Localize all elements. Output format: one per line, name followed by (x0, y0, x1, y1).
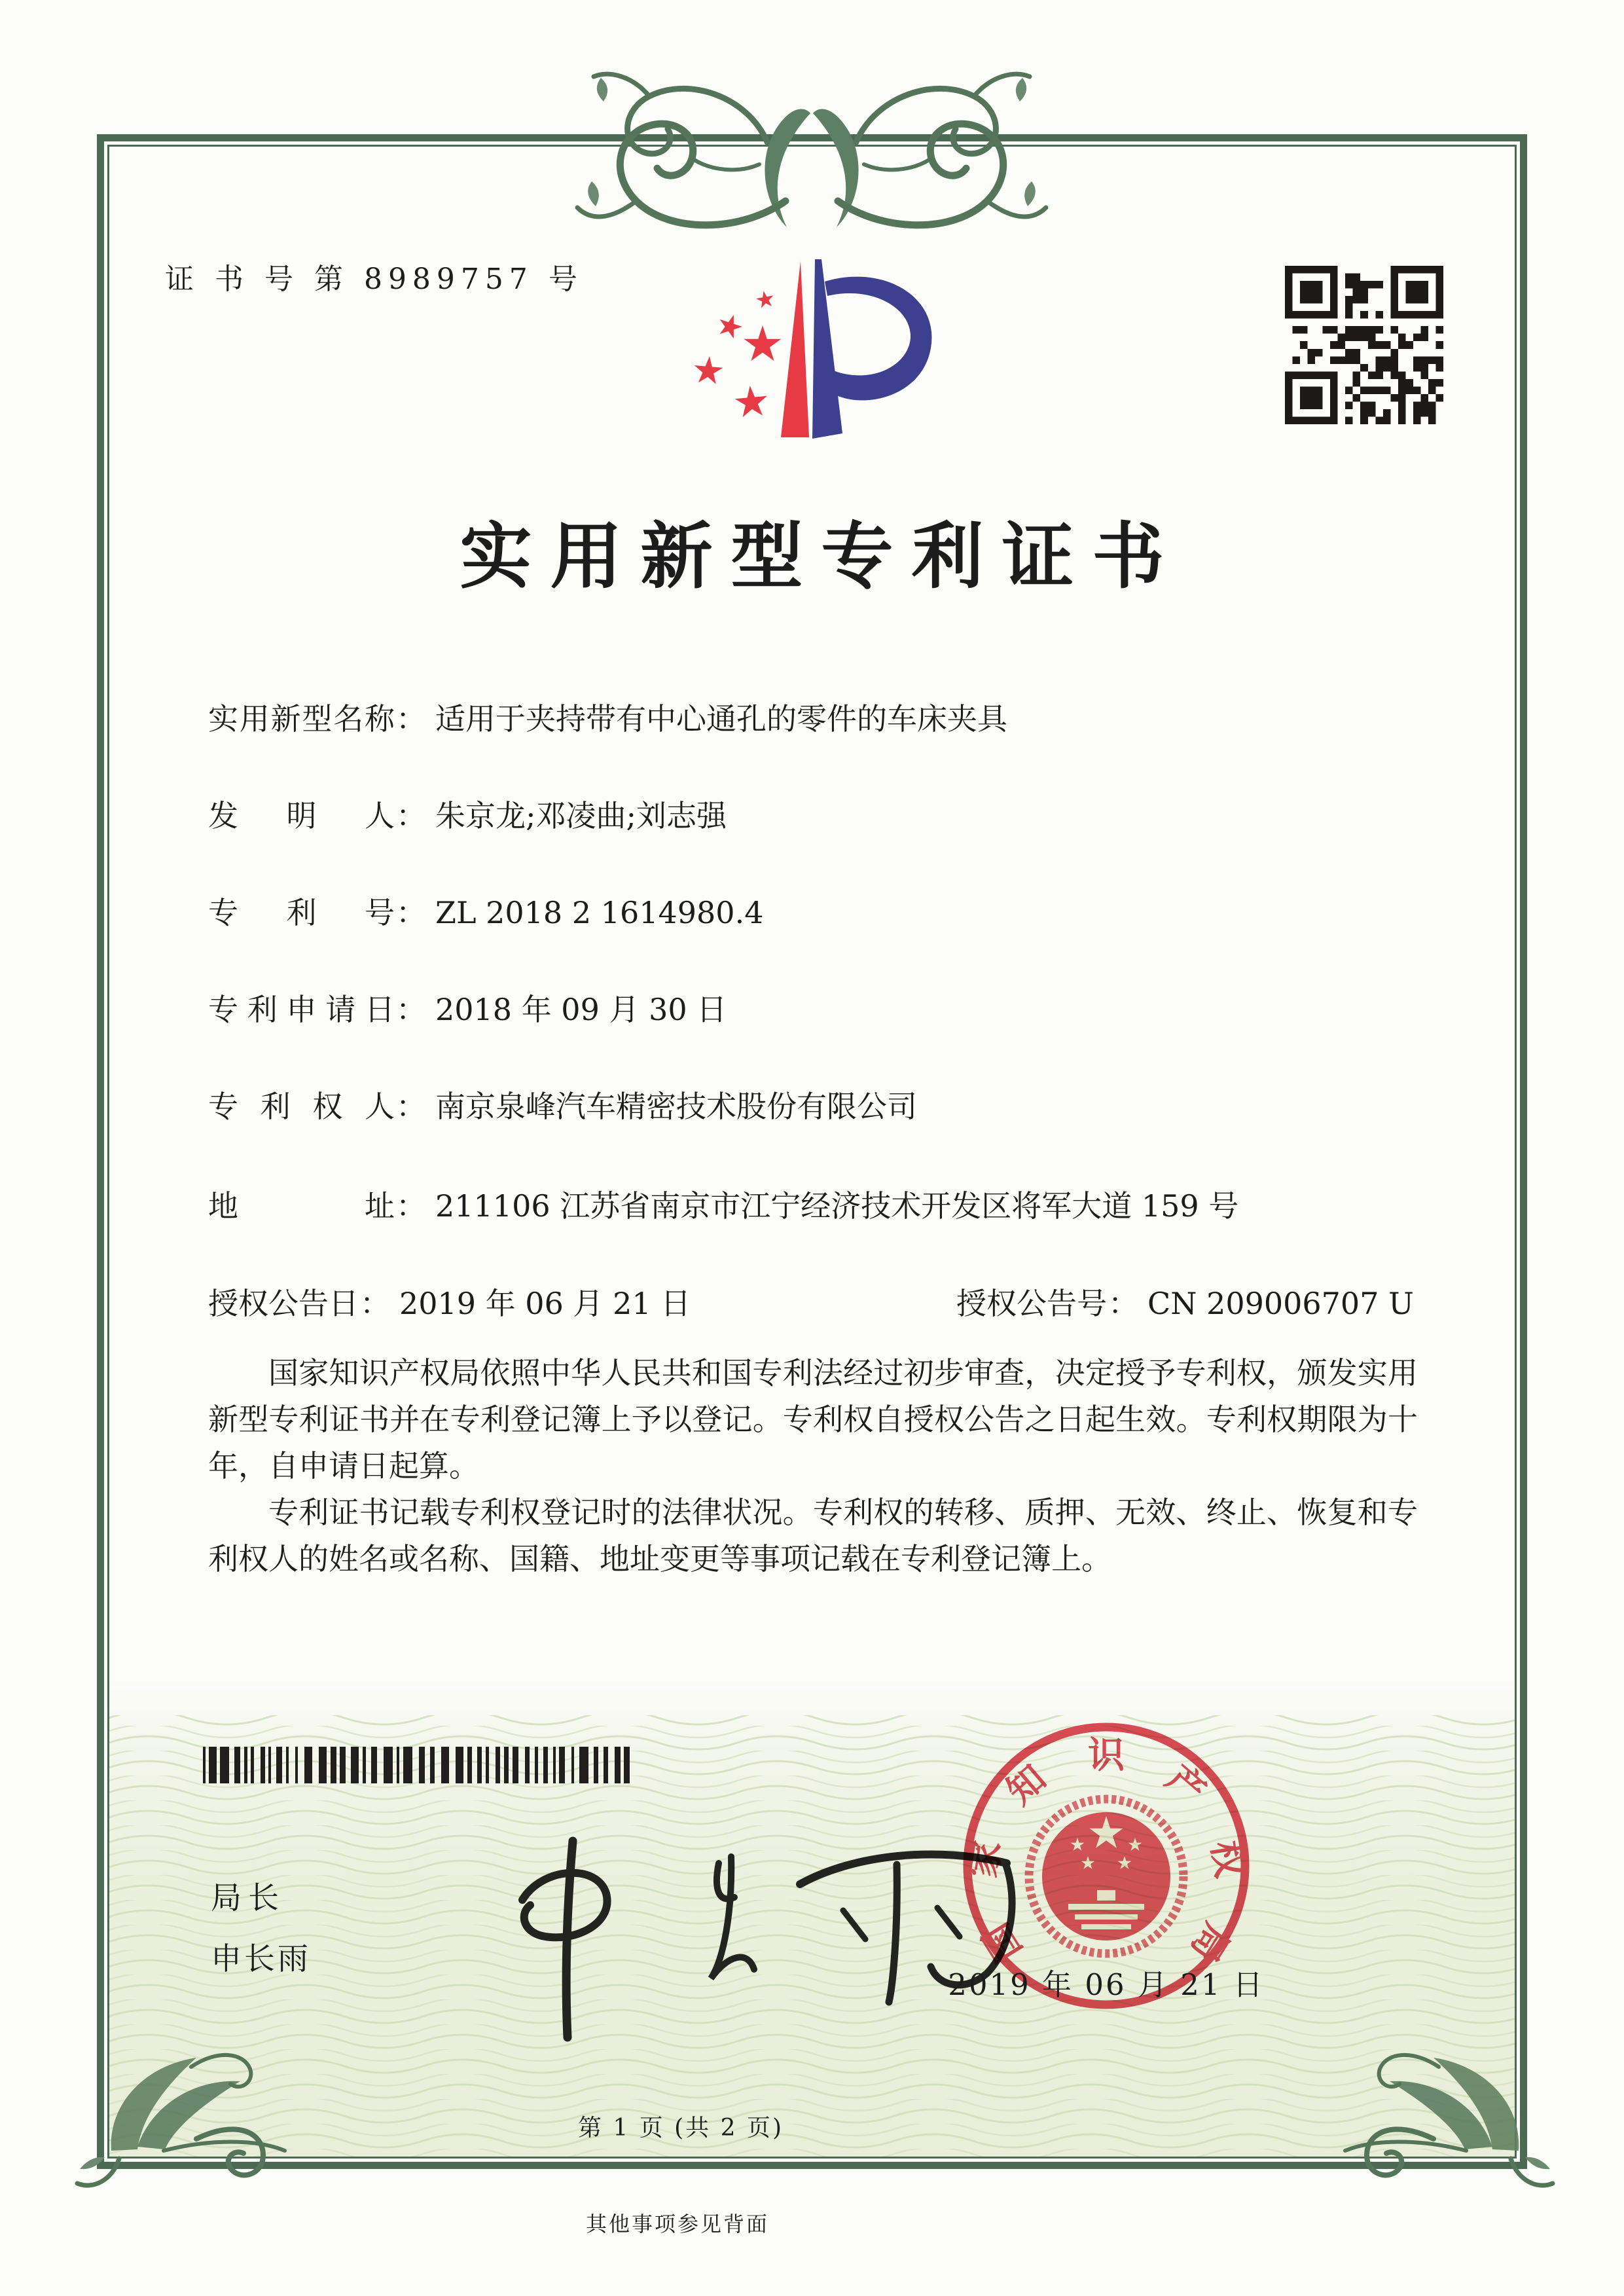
field-label: 专利申请日 (208, 992, 395, 1027)
body-paragraph: 专利证书记载专利权登记时的法律状况。专利权的转移、质押、无效、终止、恢复和专利权人的姓名或名称、国籍、地址变更等事项记载在专利登记簿上。 (208, 1495, 1418, 1576)
field-label: 专利号 (208, 895, 395, 930)
field-row-address (208, 1182, 1439, 1226)
barcode (203, 1747, 647, 1783)
certificate-title: 实用新型专利证书 (460, 514, 1183, 598)
field-value: 211106 江苏省南京市江宁经济技术开发区将军大道 159 号 (435, 1188, 1239, 1224)
grant-number-label: 授权公告号 (956, 1286, 1107, 1321)
legal-text-block (208, 1350, 1418, 1582)
svg-text:局: 局 (1182, 1915, 1238, 1970)
field-colon: ： (396, 895, 426, 930)
field-label: 发明人 (208, 798, 395, 833)
back-note: 其他事项参见背面 (585, 2212, 769, 2236)
signer-name: 申长雨 (211, 1941, 311, 1977)
field-label: 专利权人 (208, 1089, 395, 1124)
svg-text:产: 产 (1158, 1756, 1214, 1813)
field-row-name (208, 695, 1439, 738)
field-label: 地址 (208, 1188, 395, 1224)
field-colon: ： (396, 1188, 426, 1224)
page-indicator: 第 1 页 (共 2 页) (577, 2115, 784, 2141)
svg-text:国: 国 (974, 1915, 1031, 1970)
grant-date-label: 授权公告日 (208, 1286, 359, 1321)
top-scrollwork-ornament-icon (569, 36, 1054, 259)
svg-text:家: 家 (961, 1838, 1009, 1881)
field-row-patent-number (208, 889, 1439, 932)
certificate-number: 证 书 号 第 8989757 号 (165, 263, 583, 296)
body-paragraph: 国家知识产权局依照中华人民共和国专利法经过初步审查，决定授予专利权，颁发实用新型专利证书并在专利登记簿上予以登记。专利权自授权公告之日起生效。专利权期限为十年，自申请日起算。 (208, 1355, 1418, 1484)
signature-icon (439, 1800, 1041, 2062)
national-emblem-icon (1029, 1799, 1183, 1954)
bottom-right-scrollwork-ornament-icon (1339, 2039, 1564, 2193)
field-colon: ： (396, 701, 426, 737)
svg-text:识: 识 (1088, 1734, 1125, 1777)
field-colon: ： (396, 992, 426, 1027)
grant-date-value: 2019 年 06 月 21 日 (399, 1286, 691, 1321)
field-colon: ： (1108, 1286, 1138, 1321)
field-row-patentee (208, 1083, 1439, 1126)
svg-text:知: 知 (998, 1756, 1055, 1813)
field-value: ZL 2018 2 1614980.4 (435, 895, 764, 930)
field-row-inventors (208, 792, 1439, 835)
field-row-grant (208, 1280, 1439, 1323)
field-value: 适用于夹持带有中心通孔的零件的车床夹具 (435, 701, 1007, 737)
field-row-filing-date (208, 986, 1439, 1029)
field-colon: ： (396, 798, 426, 833)
field-colon: ： (360, 1286, 390, 1321)
grant-number-value: CN 209006707 U (1147, 1286, 1414, 1321)
field-colon: ： (396, 1089, 426, 1124)
grant-number (956, 1280, 1414, 1323)
field-label: 实用新型名称 (208, 701, 395, 737)
cnipa-logo-icon (656, 230, 950, 460)
field-value: 2018 年 09 月 30 日 (435, 992, 727, 1027)
signer-title: 局长 (211, 1880, 285, 1916)
field-value: 朱京龙;邓凌曲;刘志强 (435, 798, 727, 833)
qr-code (1285, 266, 1443, 424)
grant-date (208, 1286, 691, 1321)
field-value: 南京泉峰汽车精密技术股份有限公司 (435, 1089, 917, 1124)
svg-text:权: 权 (1203, 1838, 1252, 1881)
seal-date: 2019 年 06 月 21 日 (948, 1967, 1265, 2002)
